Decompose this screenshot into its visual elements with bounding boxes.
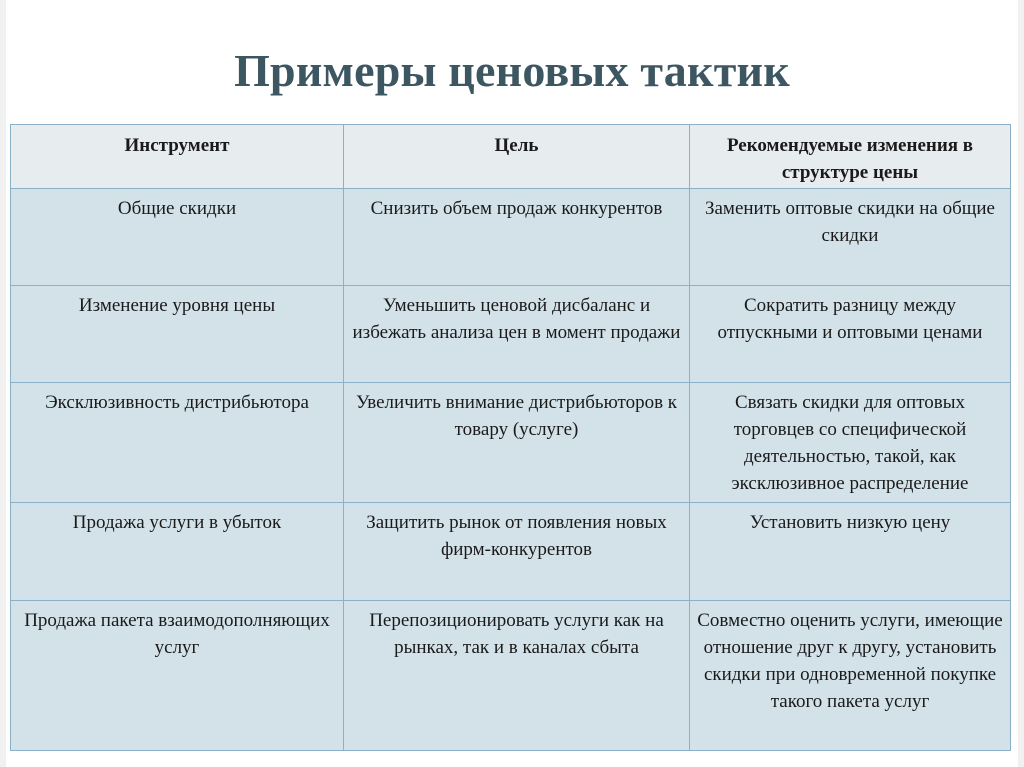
table-row <box>11 601 1011 751</box>
table-row <box>11 189 1011 286</box>
cell-instrument: Эксклюзивность дистрибьютора <box>11 383 344 503</box>
header-goal: Цель <box>344 125 690 189</box>
table-row <box>11 383 1011 503</box>
cell-changes: Связать скидки для оптовых торговцев со специфической деятельностью, такой, как эксклюзивное распределение <box>690 383 1011 503</box>
cell-instrument: Общие скидки <box>11 189 344 286</box>
cell-instrument: Изменение уровня цены <box>11 286 344 383</box>
header-changes: Рекомендуемые изменения в структуре цены <box>690 125 1011 189</box>
cell-instrument: Продажа услуги в убыток <box>11 503 344 601</box>
cell-goal: Снизить объем продаж конкурентов <box>344 189 690 286</box>
pricing-tactics-table <box>10 124 1011 751</box>
slide-title: Примеры ценовых тактик <box>234 45 790 96</box>
table-row <box>11 286 1011 383</box>
cell-changes: Установить низкую цену <box>690 503 1011 601</box>
table-row <box>11 503 1011 601</box>
cell-changes: Сократить разницу между отпускными и оптовыми ценами <box>690 286 1011 383</box>
cell-changes: Заменить оптовые скидки на общие скидки <box>690 189 1011 286</box>
cell-goal: Уменьшить ценовой дисбаланс и избежать анализа цен в момент продажи <box>344 286 690 383</box>
header-instrument: Инструмент <box>11 125 344 189</box>
cell-goal: Увеличить внимание дистрибьюторов к товару (услуге) <box>344 383 690 503</box>
table-header-row <box>11 125 1011 189</box>
cell-changes: Совместно оценить услуги, имеющие отношение друг к другу, установить скидки при одновременной покупке такого пакета услуг <box>690 601 1011 751</box>
cell-instrument: Продажа пакета взаимодополняющих услуг <box>11 601 344 751</box>
cell-goal: Защитить рынок от появления новых фирм-конкурентов <box>344 503 690 601</box>
cell-goal: Перепозиционировать услуги как на рынках, так и в каналах сбыта <box>344 601 690 751</box>
